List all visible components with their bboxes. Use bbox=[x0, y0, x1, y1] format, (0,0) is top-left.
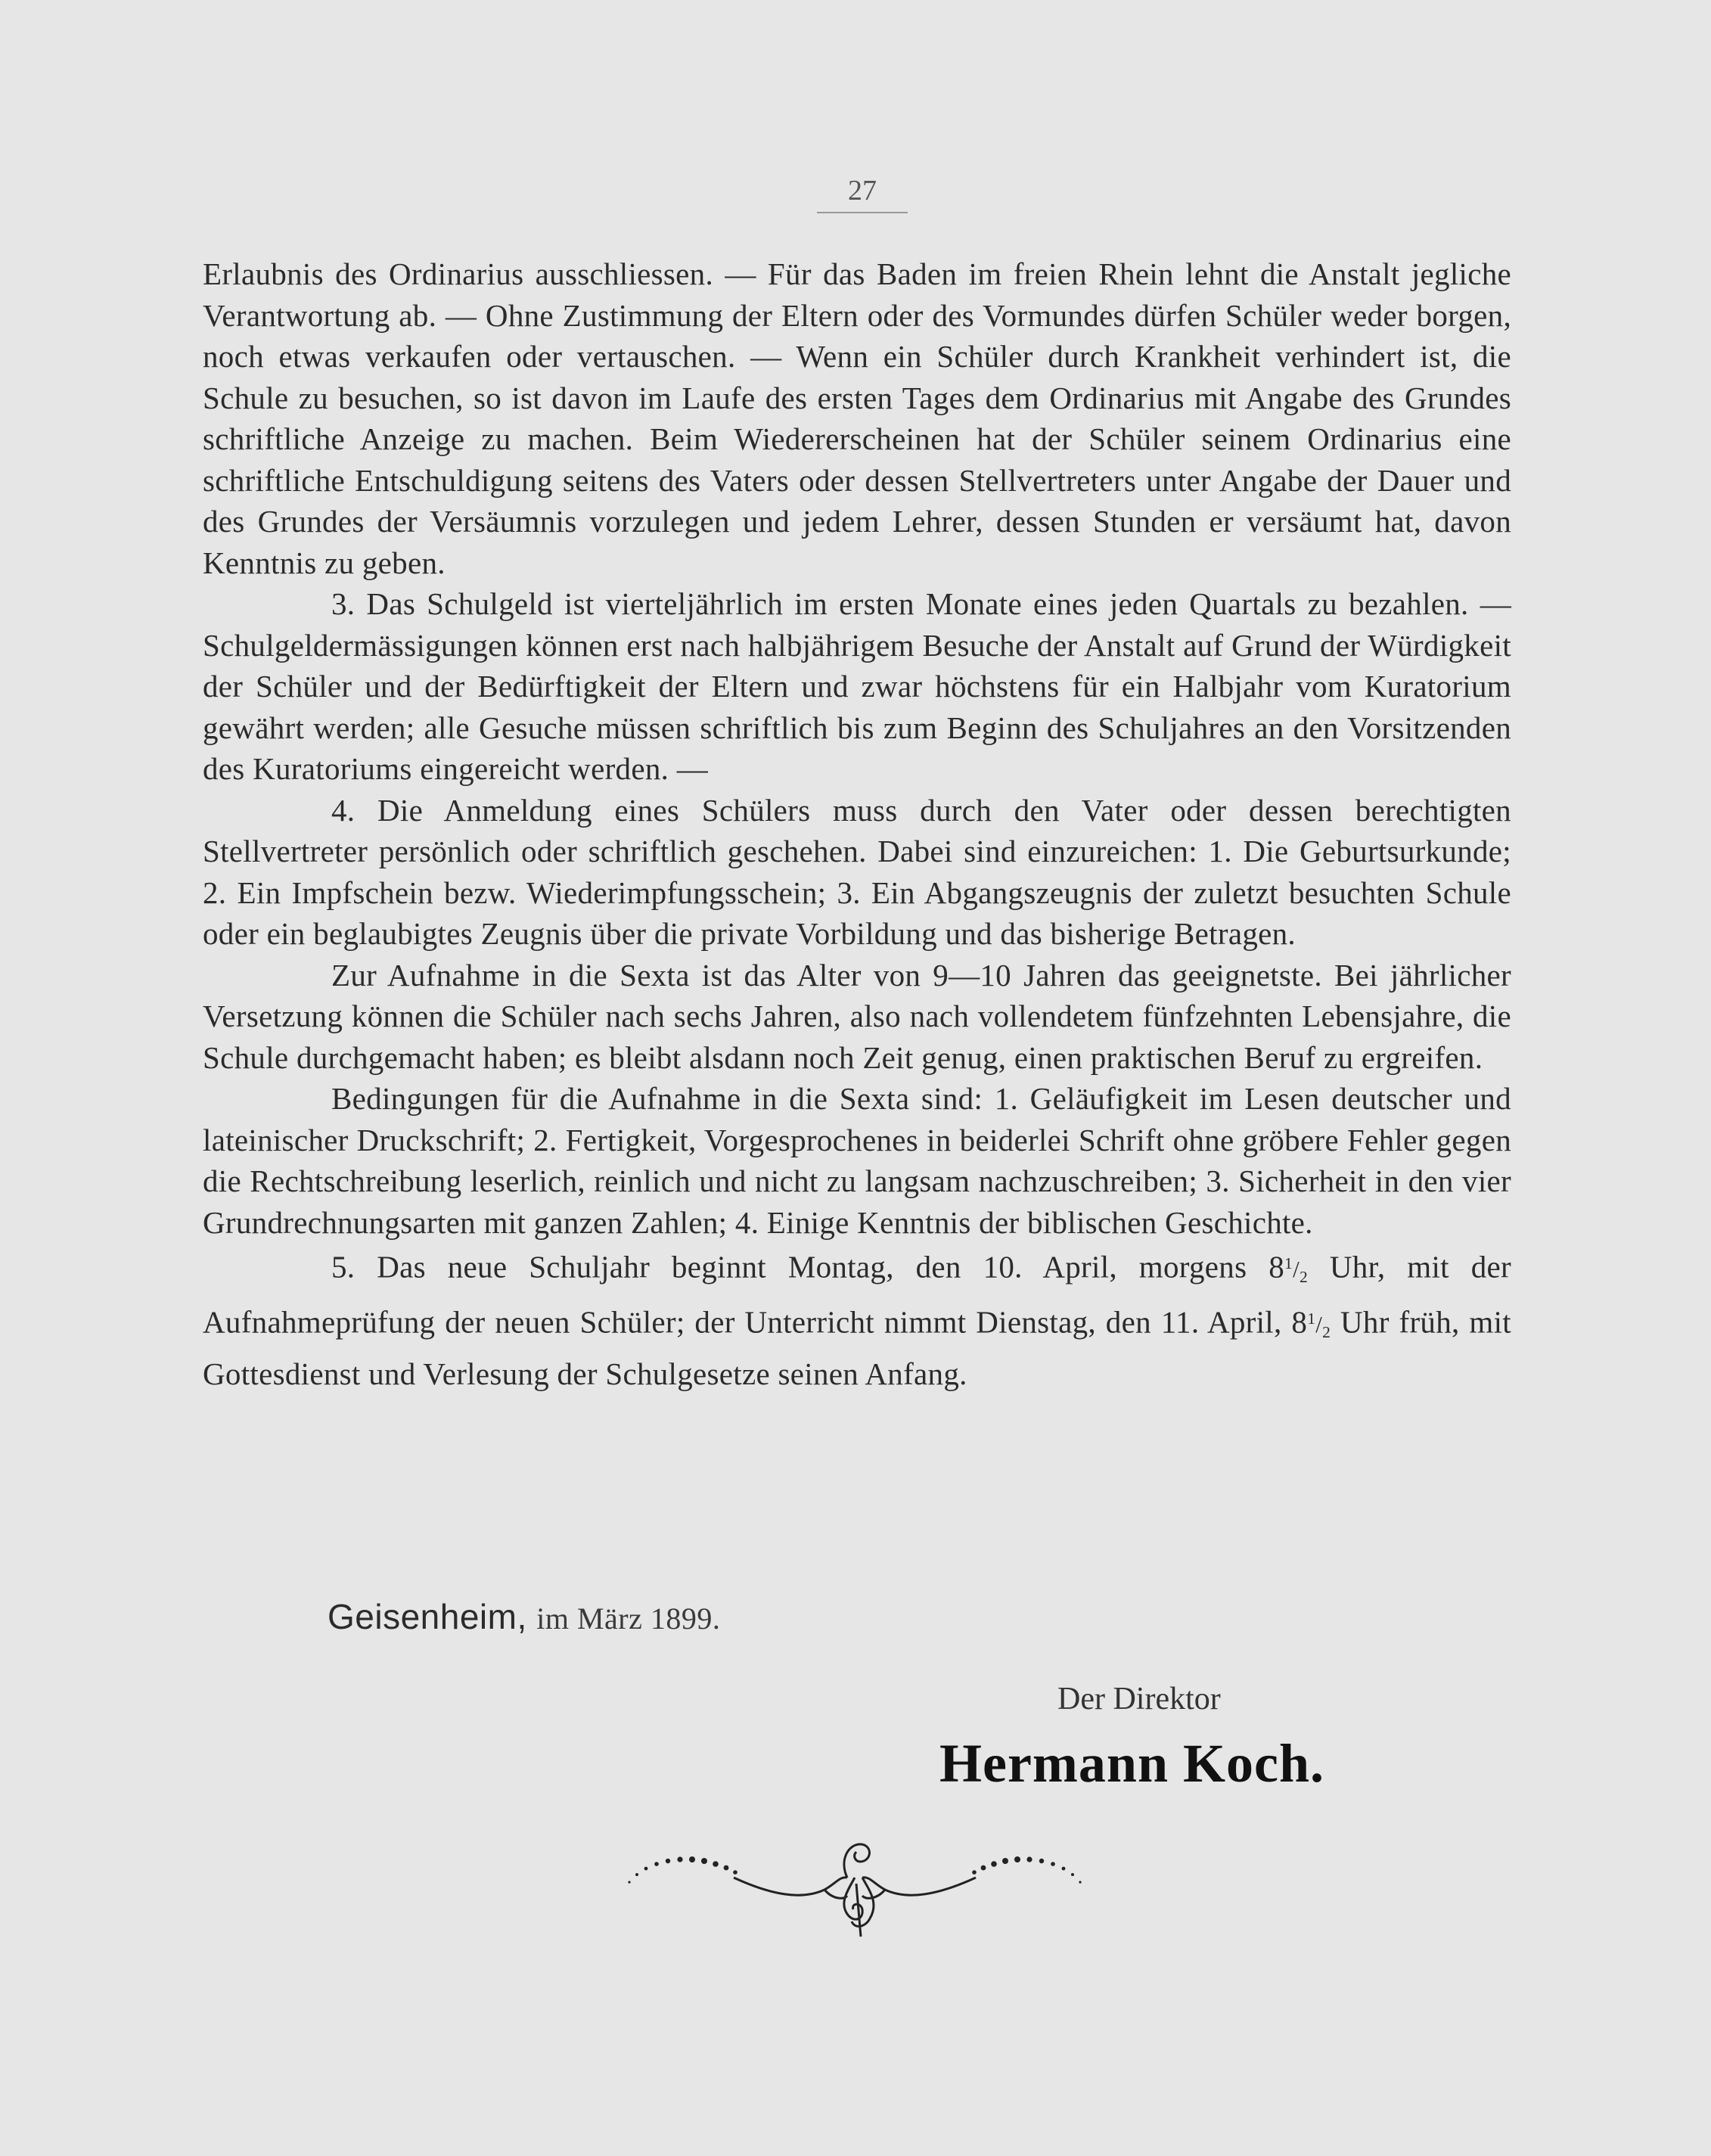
paragraph-6-part2: Uhr, mit der Aufnahmeprüfung der neuen Schüler; der Unterricht nimmt Dienstag, den 11. April, 8 bbox=[203, 1249, 1511, 1340]
paragraph-5: Bedingungen für die Aufnahme in die Sexta sind: 1. Geläufigkeit im Lesen deutscher und lateinischer Druckschrift; 2. Fertigkeit, Vorgesprochenes in beiderlei Schrift ohne gröbere Fehler gegen die Rechtschreibung leserlich, reinlich und nicht zu langsam nachzuschreiben; 3. Sicherheit in den vier Grundrechnungsarten mit ganzen Zahlen; 4. Einige Kenntnis der biblischen Geschichte. bbox=[203, 1081, 1511, 1240]
decorative-flourish-icon bbox=[620, 1831, 1089, 1952]
fraction-denominator: 2 bbox=[1322, 1323, 1331, 1342]
fraction-numerator: 1 bbox=[1307, 1309, 1316, 1328]
paragraph-3: 4. Die Anmeldung eines Schülers muss durch den Vater oder dessen berechtigten Stellvertreter persönlich oder schriftlich geschehen. Dabei sind einzureichen: 1. Die Geburtsurkunde; 2. Ein Impfschein bezw. Wiederimpfungsschein; 3. Ein Abgangszeugnis der zuletzt besuchten Schule oder ein beglaubigtes Zeugnis über die private Vorbildung und das bisherige Betragen. bbox=[203, 792, 1511, 951]
paragraph-6-part1: 5. Das neue Schuljahr beginnt Montag, den 10. April, morgens 8 bbox=[331, 1249, 1285, 1285]
page-number: 27 bbox=[817, 174, 908, 213]
paragraph-6 bbox=[203, 1243, 1511, 1394]
paragraph-4: Zur Aufnahme in die Sexta ist das Alter von 9—10 Jahren das geeignetste. Bei jährlicher Versetzung können die Schüler nach sechs Jahren, also nach vollendetem fünfzehnten Lebensjahre, die Schule durchgemacht haben; es bleibt alsdann noch Zeit genug, einen praktischen Beruf zu ergreifen. bbox=[203, 957, 1511, 1075]
paragraph-2: 3. Das Schulgeld ist vierteljährlich im ersten Monate eines jeden Quartals zu bezahlen. — Schulgeldermässigungen können erst nach halbjährigem Besuche der Anstalt auf Grund der Würdigkeit der Schüler und der Bedürftigkeit der Eltern und zwar höchstens für ein Halbjahr vom Kuratorium gewährt werden; alle Gesuche müssen schriftlich bis zum Beginn des Schuljahres an den Vorsitzenden des Kuratoriums eingereicht werden. — bbox=[203, 586, 1511, 786]
place-date bbox=[328, 1596, 720, 1638]
paragraph-6-part3: Uhr früh, mit Gottesdienst und Verlesung der Schulgesetze seinen Anfang. bbox=[203, 1304, 1512, 1391]
director-title: Der Direktor bbox=[1057, 1682, 1221, 1716]
place: Geisenheim, bbox=[328, 1597, 527, 1636]
fraction-numerator: 1 bbox=[1284, 1254, 1293, 1272]
fraction-one-half: $^1/_2$ bbox=[1307, 1309, 1331, 1342]
date: im März 1899. bbox=[536, 1601, 721, 1636]
paragraph-1: Erlaubnis des Ordinarius ausschliessen. — Für das Baden im freien Rhein lehnt die Anstalt jegliche Verantwortung ab. — Ohne Zustimmung der Eltern oder des Vormundes dürfen Schüler weder borgen, noch etwas verkaufen oder vertauschen. — Wenn ein Schüler durch Krankheit verhindert ist, die Schule zu besuchen, so ist davon im Laufe des ersten Tages dem Ordinarius mit Angabe des Grundes schriftliche Anzeige zu machen. Beim Wiedererscheinen hat der Schüler seinem Ordinarius eine schriftliche Entschuldigung seitens des Vaters oder dessen Stellvertreters unter Angabe der Dauer und des Grundes der Versäumnis vorzulegen und jedem Lehrer, dessen Stunden er versäumt hat, davon Kenntnis zu geben. bbox=[203, 256, 1511, 580]
fraction-denominator: 2 bbox=[1299, 1268, 1308, 1287]
director-name: Hermann Koch. bbox=[939, 1733, 1324, 1794]
fraction-one-half: $^1/_2$ bbox=[1284, 1254, 1308, 1287]
body-text bbox=[203, 253, 1511, 1394]
